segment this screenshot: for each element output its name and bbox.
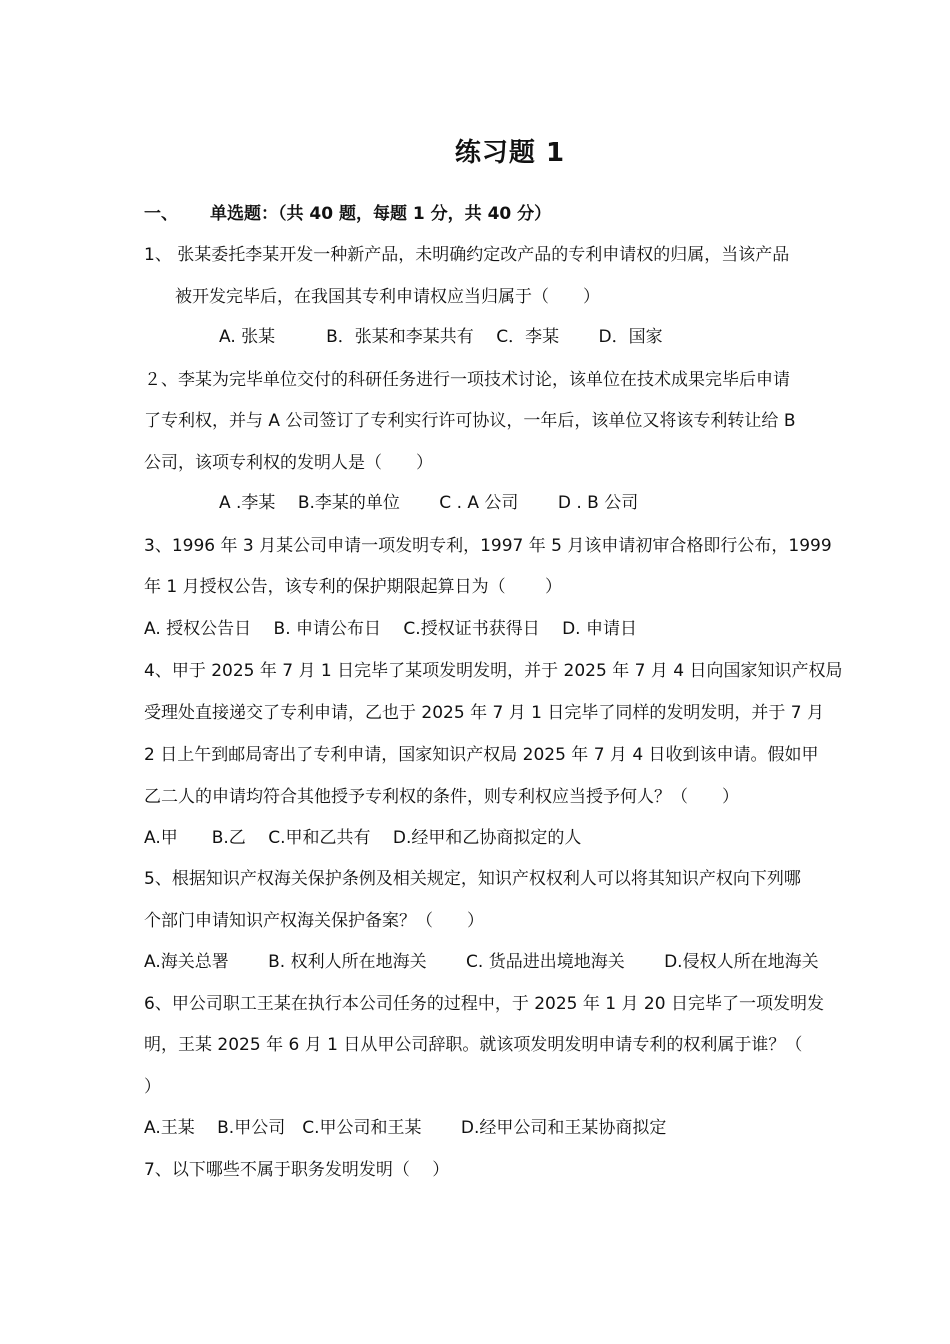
question-3-options: A. 授权公告日 B. 申请公布日 C.授权证书获得日 D. 申请日 <box>144 619 637 639</box>
question-1-line-1: 1、 张某委托李某开发一种新产品，未明确约定改产品的专利申请权的归属，当该产品 <box>144 245 790 265</box>
question-4-line-3: 2 日上午到邮局寄出了专利申请，国家知识产权局 2025 年 7 月 4 日收到该申请。假如甲 <box>144 745 819 765</box>
question-3-line-1: 3、1996 年 3 月某公司申请一项发明专利，1997 年 5 月该申请初审合格即行公布，1999 <box>144 536 832 556</box>
question-6-line-3: ） <box>144 1077 161 1097</box>
question-4-options: A.甲 B.乙 C.甲和乙共有 D.经甲和乙协商拟定的人 <box>144 828 582 848</box>
section-title: 单选题：（共 40 题，每题 1 分，共 40 分） <box>210 204 552 224</box>
question-1-options: A. 张某 B．张某和李某共有 C．李某 D．国家 <box>219 327 663 347</box>
question-2-line-3: 公司，该项专利权的发明人是（ ） <box>144 453 433 473</box>
question-1-line-2: 被开发完毕后，在我国其专利申请权应当归属于（ ） <box>175 287 600 307</box>
question-5-options: A.海关总署 B. 权利人所在地海关 C. 货品进出境地海关 D.侵权人所在地海关 <box>144 952 819 972</box>
question-5-line-2: 个部门申请知识产权海关保护备案？（ ） <box>144 911 484 931</box>
question-6-line-1: 6、甲公司职工王某在执行本公司任务的过程中，于 2025 年 1 月 20 日完毕了一项发明发 <box>144 994 824 1014</box>
document-title: 练习题 1 <box>454 138 566 168</box>
question-3-line-2: 年 1 月授权公告，该专利的保护期限起算日为（ ） <box>144 577 563 597</box>
question-2-line-2: 了专利权，并与 A 公司签订了专利实行许可协议，一年后，该单位又将该专利转让给 B <box>144 411 796 431</box>
question-4-line-2: 受理处直接递交了专利申请，乙也于 2025 年 7 月 1 日完毕了同样的发明发明，并于 7 月 <box>144 703 824 723</box>
question-6-options: A.王某 B.甲公司 C.甲公司和王某 D.经甲公司和王某协商拟定 <box>144 1118 667 1138</box>
section-heading <box>144 202 551 226</box>
question-2-options: A .李某 B.李某的单位 C . A 公司 D . B 公司 <box>219 493 639 513</box>
question-4-line-4: 乙二人的申请均符合其他授予专利权的条件，则专利权应当授予何人？（ ） <box>144 787 739 807</box>
question-6-line-2: 明，王某 2025 年 6 月 1 日从甲公司辞职。就该项发明发明申请专利的权利属于谁？（ <box>144 1035 803 1055</box>
question-4-line-1: 4、甲于 2025 年 7 月 1 日完毕了某项发明发明，并于 2025 年 7 月 4 日向国家知识产权局 <box>144 661 843 681</box>
question-2-line-1: ２、李某为完毕单位交付的科研任务进行一项技术讨论，该单位在技术成果完毕后申请 <box>144 370 790 390</box>
question-7-line-1: 7、以下哪些不属于职务发明发明（ ） <box>144 1160 450 1180</box>
question-5-line-1: 5、根据知识产权海关保护条例及相关规定，知识产权权利人可以将其知识产权向下列哪 <box>144 869 801 889</box>
section-number: 一、 <box>144 204 178 224</box>
